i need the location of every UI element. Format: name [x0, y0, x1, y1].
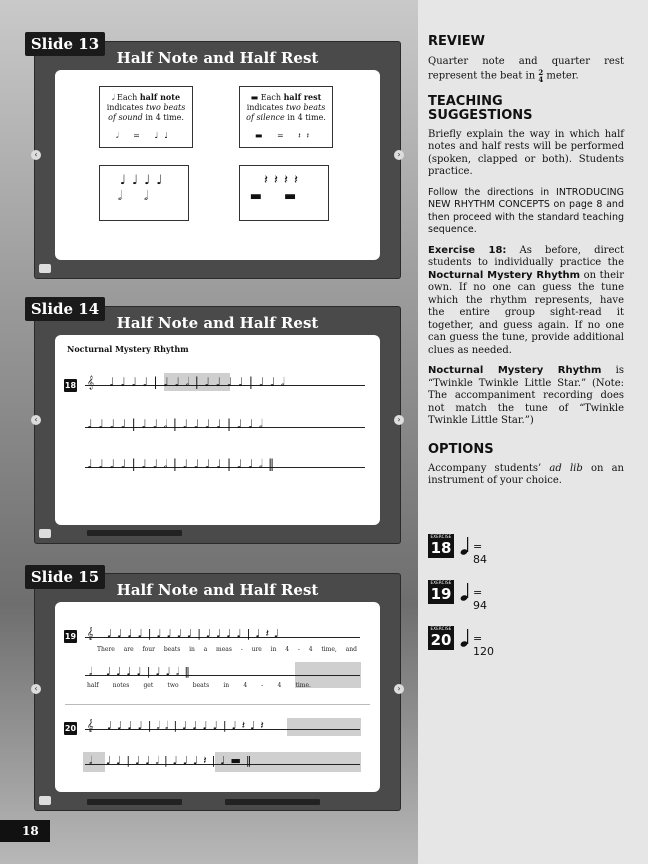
- rhythm-notes-20b: 𝅗𝅥 ♩♩|♩♩𝅗𝅥|♩♩♩𝄽|♩▬‖: [89, 754, 257, 767]
- quarter-note-icon: [460, 628, 470, 648]
- page-number: 18: [0, 820, 50, 842]
- review-text: Quarter note and quarter rest represent the beat in 2 4 meter.: [428, 56, 624, 84]
- slide-card: [55, 70, 380, 260]
- slide-14-tag: Slide 14: [25, 297, 105, 321]
- prev-slide-arrow[interactable]: ‹: [31, 684, 41, 694]
- teaching-p3: Exercise 18: As before, direct students to individually practice the Nocturnal Mystery Rhythm on their own. If no one can guess the tune which the rhythm represents, have the entire group sight-read it together, and guess again. If no one can guess the tune, provide additional clues as needed.: [428, 244, 624, 356]
- review-heading: REVIEW: [428, 34, 486, 49]
- time-signature: 2 4: [538, 67, 544, 84]
- teaching-p1: Briefly explain the way in which half notes and half rests will be performed (spoken, clapped or both). Students practice.: [428, 128, 624, 177]
- exercise-badge: EXERCISE 18: [428, 534, 454, 558]
- card-heading: Nocturnal Mystery Rhythm: [67, 344, 189, 354]
- next-slide-arrow[interactable]: ›: [394, 684, 404, 694]
- prev-slide-arrow[interactable]: ‹: [31, 150, 41, 160]
- half-note-icon: 𝅗𝅥: [111, 93, 118, 102]
- next-slide-arrow[interactable]: ›: [394, 150, 404, 160]
- rhythm-notes-1: 𝄞 ♩♩♩♩|♩♩𝅗𝅥|♩♩♩♩|♩♩𝅗𝅥: [87, 375, 291, 389]
- home-icon[interactable]: [39, 796, 51, 805]
- slide-title: Half Note and Half Rest: [116, 314, 319, 332]
- quarter-notes-row: ♩♩♩♩: [119, 173, 169, 188]
- half-rest-definition-box: [239, 86, 333, 148]
- highlight-measure: [287, 718, 361, 736]
- rhythm-notes-20a: 𝄞 ♩♩♩♩|𝅗𝅥𝅗𝅥|♩♩♩♩|♩𝄽♩𝄽: [87, 719, 269, 732]
- half-note-example-box: [99, 165, 189, 221]
- half-notes-row: 𝅗𝅥𝅗𝅥: [117, 189, 171, 204]
- slide-title: Half Note and Half Rest: [116, 581, 319, 599]
- lyrics-line-2: half notes get two beats in 4 - 4 time.: [87, 682, 311, 689]
- half-note-definition: 𝅗𝅥 Each half note indicates two beats of sound in 4 time.: [106, 92, 186, 122]
- half-rest-icon: ▬: [250, 93, 261, 102]
- home-icon[interactable]: [39, 529, 51, 538]
- options-text: Accompany students’ ad lib on an instrument of your choice.: [428, 462, 624, 486]
- slide-card: [55, 335, 380, 525]
- half-note-definition-box: [99, 86, 193, 148]
- rhythm-notes-3: ♩♩♩♩|♩♩𝅗𝅥|♩♩♩♩|♩♩𝅗𝅥‖: [87, 457, 280, 471]
- quarter-rests-row: 𝄽𝄽𝄽𝄽: [264, 173, 304, 188]
- audio-player-20[interactable]: [225, 799, 320, 805]
- exercise-badge: EXERCISE 20: [428, 626, 454, 650]
- home-icon[interactable]: [39, 264, 51, 273]
- half-rest-definition: ▬ Each half rest indicates two beats of silence in 4 time.: [246, 92, 326, 122]
- divider: [65, 704, 370, 705]
- teaching-p2: Follow the directions in INTRODUCING NEW RHYTHM CONCEPTS on page 8 and then proceed with the standard teaching sequence.: [428, 186, 624, 235]
- rhythm-notes-19b: 𝅗𝅥 ♩♩♩♩|♩♩𝅗𝅥‖: [89, 665, 195, 678]
- half-rests-row: ▬▬: [249, 189, 319, 204]
- audio-player[interactable]: [87, 530, 182, 536]
- teacher-notes-panel: [418, 0, 648, 864]
- slide-15-tag: Slide 15: [25, 565, 105, 589]
- next-slide-arrow[interactable]: ›: [394, 415, 404, 425]
- lyrics-line-1: There are four beats in a meas - ure in 4 - 4 time, and: [97, 646, 357, 653]
- slide-14: [35, 307, 400, 543]
- options-heading: OPTIONS: [428, 441, 494, 457]
- slide-title: Half Note and Half Rest: [116, 49, 319, 67]
- slide-15: [35, 574, 400, 810]
- slide-13: [35, 42, 400, 278]
- exercise-badge: EXERCISE 19: [428, 580, 454, 604]
- exercise-18-badge: 18: [64, 381, 77, 390]
- teaching-p4: Nocturnal Mystery Rhythm is “Twinkle Twinkle Little Star.” (Note: The accompaniment recording does not match the tune of “Twinkle Twinkle Little Star.”): [428, 365, 624, 426]
- exercise-20-badge: 20: [64, 724, 77, 733]
- audio-player-19[interactable]: [87, 799, 182, 805]
- prev-slide-arrow[interactable]: ‹: [31, 415, 41, 425]
- half-rest-example-box: [239, 165, 329, 221]
- half-note-equals: 𝅗𝅥 = ♩♩: [116, 131, 174, 140]
- exercise-19-badge: 19: [64, 632, 77, 641]
- rhythm-notes-2: ♩♩♩♩|♩♩𝅗𝅥|♩♩♩♩|♩♩𝅗𝅥: [87, 417, 269, 431]
- half-rest-equals: ▬ = 𝄽𝄽: [254, 131, 316, 140]
- slide-card: [55, 602, 380, 792]
- quarter-note-icon: [460, 536, 470, 556]
- slide-13-tag: Slide 13: [25, 32, 105, 56]
- rhythm-notes-19a: 𝄞 ♩♩♩♩|♩♩♩♩|♩♩♩♩|♩𝄽♩: [87, 627, 285, 640]
- quarter-note-icon: [460, 582, 470, 602]
- teaching-heading: TEACHING SUGGESTIONS: [428, 93, 533, 123]
